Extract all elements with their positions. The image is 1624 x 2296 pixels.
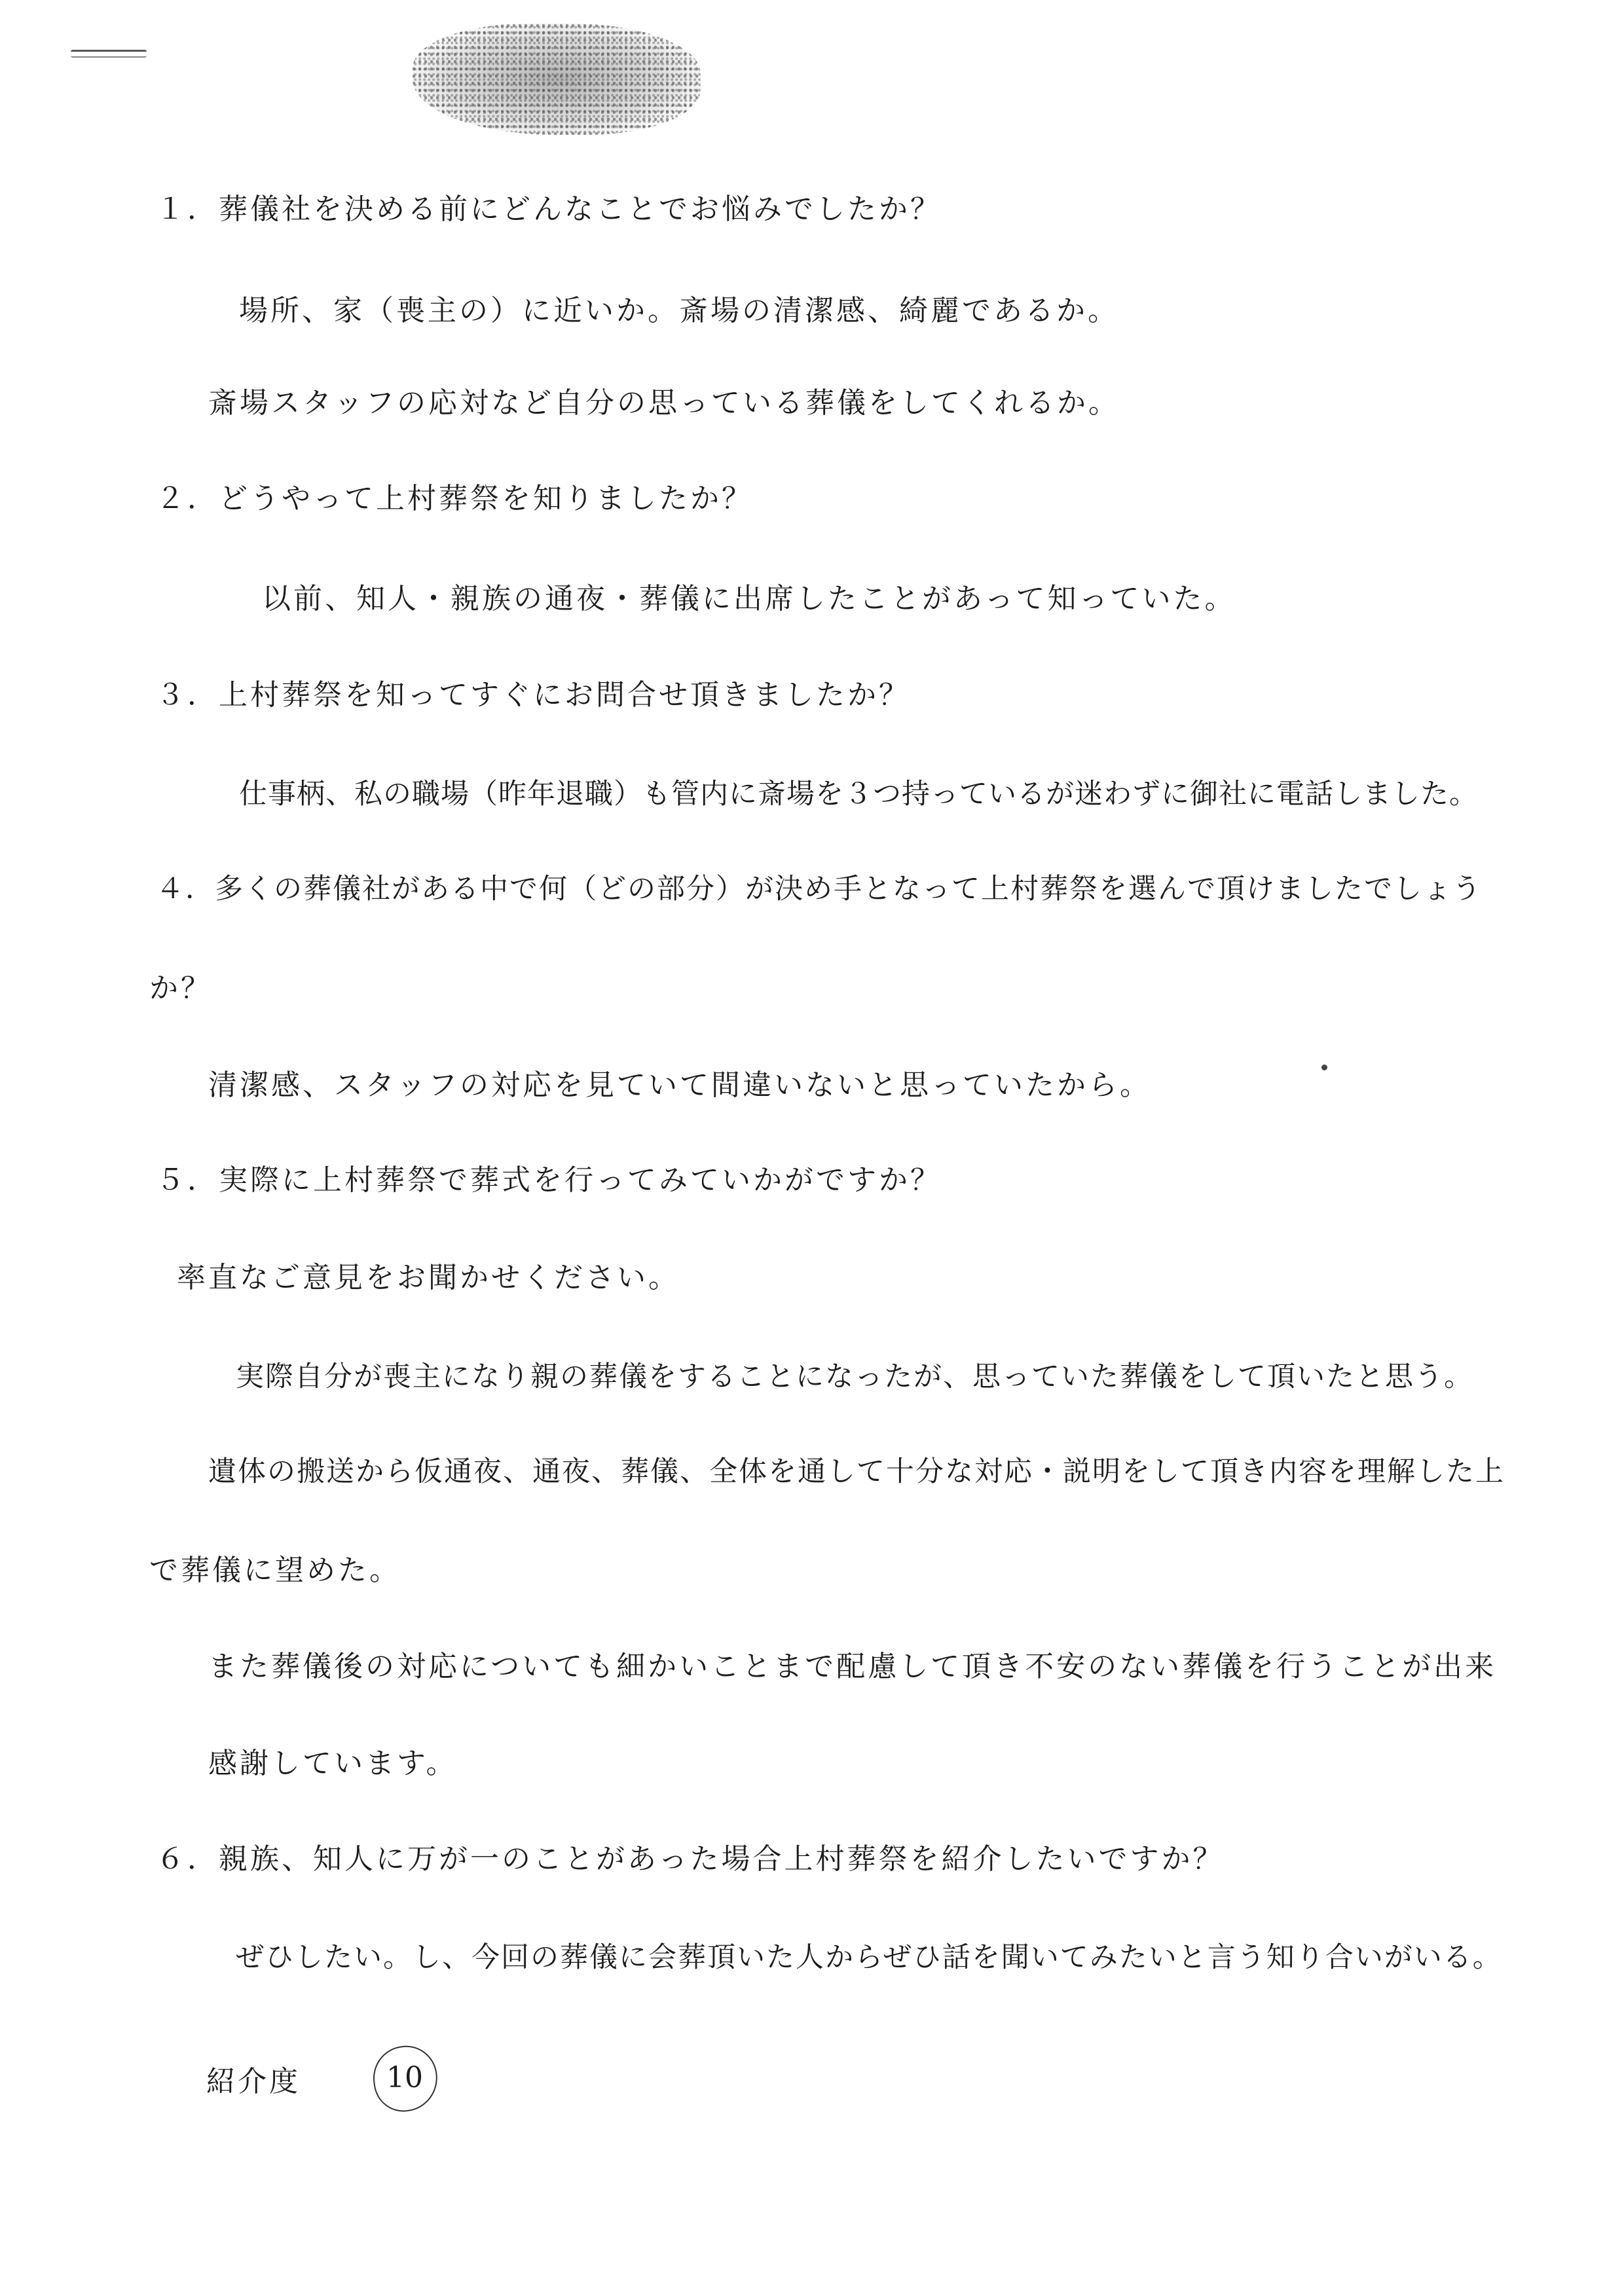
question-4-line-2: か？ bbox=[149, 972, 212, 1005]
staple-mark bbox=[71, 50, 147, 58]
answer-5-line-1: 実際自分が喪主になり親の葬儀をすることになったが、思っていた葬儀をして頂いたと思う。 bbox=[236, 1360, 1473, 1393]
answer-5-line-5: 感謝しています。 bbox=[208, 1747, 458, 1780]
question-5-line-1: ５．実際に上村葬祭で葬式を行ってみていかがですか？ bbox=[156, 1163, 942, 1197]
answer-4-line-1: 清潔感、スタッフの対応を見ていて間違いないと思っていたから。 bbox=[208, 1068, 1151, 1102]
question-1: １．葬儀社を決める前にどんなことでお悩みでしたか？ bbox=[156, 192, 942, 226]
answer-3-line-1: 仕事柄、私の職場（昨年退職）も管内に斎場を３つ持っているが迷わずに御社に電話しました。 bbox=[239, 778, 1478, 811]
answer-2-line-1: 以前、知人・親族の通夜・葬儀に出席したことがあって知っていた。 bbox=[262, 582, 1236, 615]
question-4-line-1: ４．多くの葬儀社がある中で何（どの部分）が決め手となって上村葬祭を選んで頂けましたでしょう bbox=[156, 873, 1482, 905]
answer-6-line-1: ぜひしたい。し、今回の葬儀に会葬頂いた人からぜひ話を聞いてみたいと言う知り合いがいる。 bbox=[236, 1941, 1502, 1974]
question-3: ３．上村葬祭を知ってすぐにお問合せ頂きましたか？ bbox=[156, 678, 910, 712]
rating-value: 10 bbox=[386, 2061, 423, 2094]
answer-5-line-4: また葬儀後の対応についても細かいことまで配慮して頂き不安のない葬儀を行うことが出来 bbox=[208, 1650, 1497, 1683]
question-5-line-2: 率直なご意見をお聞かせください。 bbox=[177, 1261, 680, 1294]
question-6: ６．親族、知人に万が一のことがあった場合上村葬祭を紹介したいですか？ bbox=[156, 1842, 1225, 1876]
answer-1-line-2: 斎場スタッフの応対など自分の思っている葬儀をしてくれるか。 bbox=[208, 386, 1120, 420]
question-2: ２．どうやって上村葬祭を知りましたか？ bbox=[156, 482, 753, 515]
rating-label: 紹介度 bbox=[206, 2065, 301, 2098]
redacted-name-area bbox=[413, 24, 701, 135]
answer-1-line-1: 場所、家（喪主の）に近いか。斎場の清潔感、綺麗であるか。 bbox=[239, 294, 1119, 327]
answer-5-line-3: で葬儀に望めた。 bbox=[149, 1554, 401, 1587]
answer-5-line-2: 遺体の搬送から仮通夜、通夜、葬儀、全体を通して十分な対応・説明をして頂き内容を理解した上 bbox=[208, 1455, 1505, 1488]
scan-speck bbox=[1321, 1065, 1327, 1070]
